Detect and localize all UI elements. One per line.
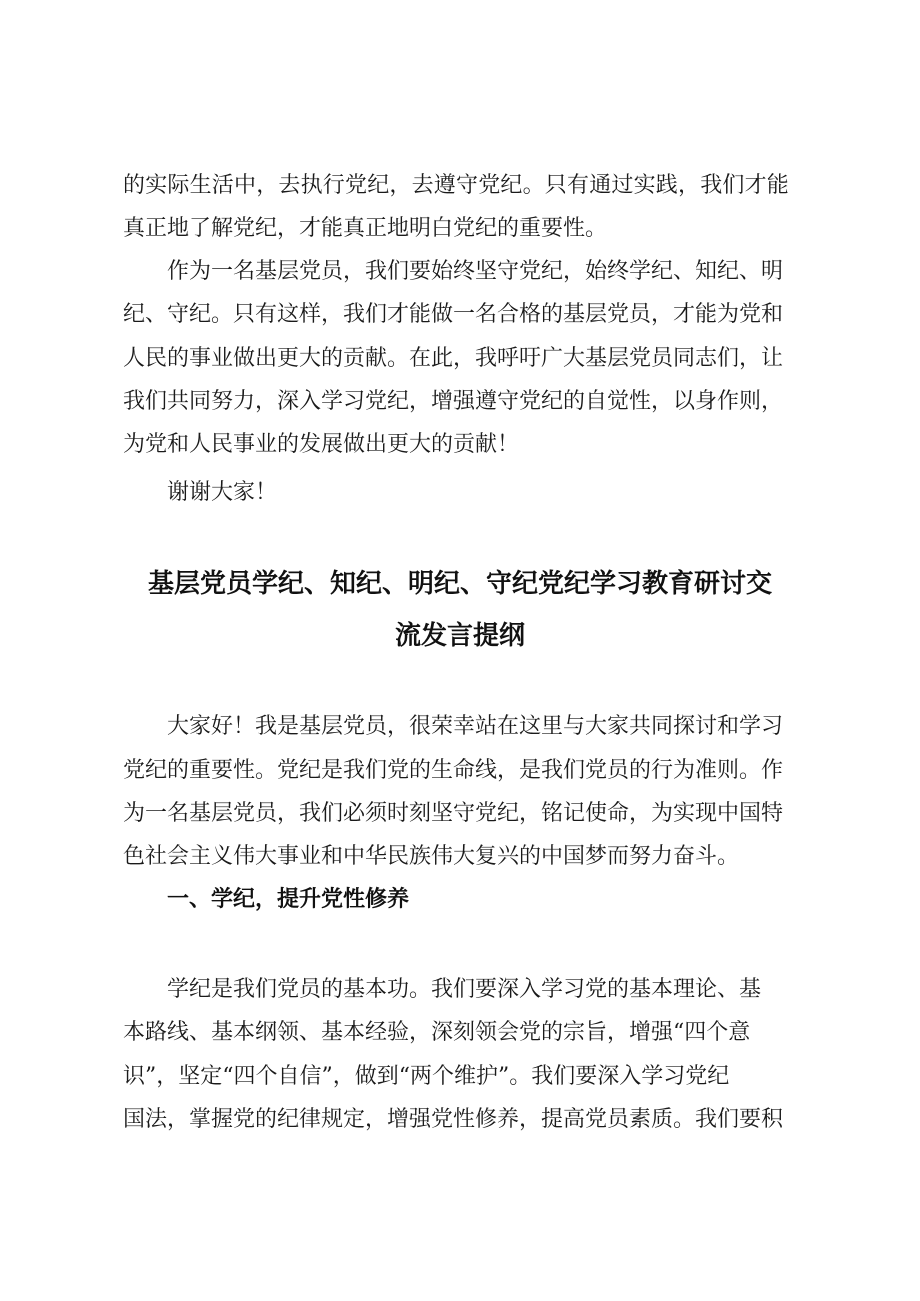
paragraph-line: 作为一名基层党员，我们要始终坚守党纪，始终学纪、知纪、明	[167, 259, 784, 284]
paragraph-line: 人民的事业做出更大的贡献。在此，我呼吁广大基层党员同志们，让	[123, 346, 784, 371]
paragraph-line: 党纪的重要性。党纪是我们党的生命线，是我们党员的行为准则。作	[123, 758, 784, 783]
paragraph-line: 纪、守纪。只有这样，我们才能做一名合格的基层党员，才能为党和	[123, 302, 784, 327]
closing-line: 谢谢大家！	[167, 480, 278, 505]
paragraph-line: 色社会主义伟大事业和中华民族伟大复兴的中国梦而努力奋斗。	[123, 844, 740, 869]
paragraph-line: 识”，坚定“四个自信”，做到“两个维护”。我们要深入学习党纪	[123, 1064, 730, 1089]
paragraph-line: 的实际生活中，去执行党纪，去遵守党纪。只有通过实践，我们才能	[123, 173, 790, 198]
paragraph-line: 为一名基层党员，我们必须时刻坚守党纪，铭记使命，为实现中国特	[123, 801, 784, 826]
paragraph-line: 真正地了解党纪，才能真正地明白党纪的重要性。	[123, 216, 608, 241]
paragraph-line: 我们共同努力，深入学习党纪，增强遵守党纪的自觉性，以身作则，	[123, 389, 784, 414]
paragraph-line: 学纪是我们党员的基本功。我们要深入学习党的基本理论、基	[167, 977, 762, 1002]
paragraph-line: 国法，掌握党的纪律规定，增强党性修养，提高党员素质。我们要积	[123, 1107, 784, 1132]
paragraph-line: 本路线、基本纲领、基本经验，深刻领会党的宗旨，增强“四个意	[123, 1020, 751, 1045]
document-title-continued: 流发言提纲	[394, 621, 525, 651]
paragraph-line: 为党和人民事业的发展做出更大的贡献！	[123, 432, 520, 457]
section-heading: 一、学纪，提升党性修养	[167, 887, 410, 912]
paragraph-line: 大家好！我是基层党员，很荣幸站在这里与大家共同探讨和学习	[167, 714, 784, 739]
document-title: 基层党员学纪、知纪、明纪、守纪党纪学习教育研讨交	[147, 569, 772, 599]
